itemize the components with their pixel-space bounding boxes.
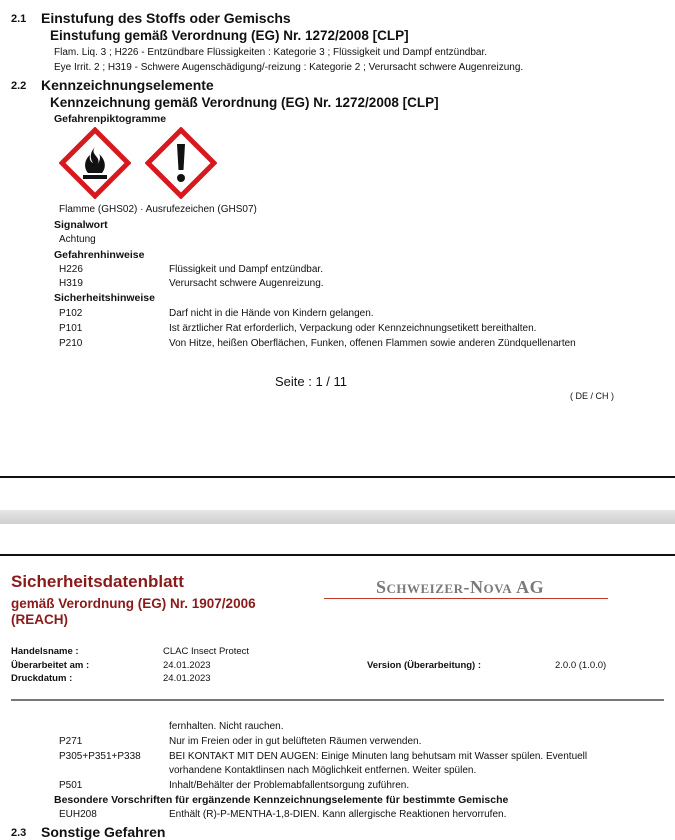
hazard-text: Flüssigkeit und Dampf entzündbar. — [169, 264, 323, 275]
section-number-2-3: 2.3 — [11, 827, 27, 839]
document-title: Sicherheitsdatenblatt — [11, 572, 184, 591]
ghs02-flame-icon — [59, 127, 131, 199]
version-label: Version (Überarbeitung) : — [367, 660, 482, 671]
precaution-code: P501 — [59, 780, 83, 791]
euh-code: EUH208 — [59, 809, 97, 820]
page-gap — [0, 510, 675, 524]
precaution-code: P271 — [59, 736, 83, 747]
trade-name-label: Handelsname : — [11, 646, 79, 657]
labelling-regulation: Kennzeichnung gemäß Verordnung (EG) Nr. 1272/2008 [CLP] — [50, 95, 439, 110]
precaution-text: Nur im Freien oder in gut belüfteten Räumen verwenden. — [169, 736, 422, 747]
classification-regulation: Einstufung gemäß Verordnung (EG) Nr. 1272/2008 [CLP] — [50, 28, 409, 43]
page-number: Seite : 1 / 11 — [275, 374, 348, 389]
revised-value: 24.01.2023 — [163, 660, 211, 671]
pictograms-caption: Flamme (GHS02) · Ausrufezeichen (GHS07) — [59, 204, 257, 215]
document-subtitle-reach: (REACH) — [11, 612, 68, 627]
page-bottom-border — [0, 476, 675, 478]
precaution-text: Von Hitze, heißen Oberflächen, Funken, offenen Flammen sowie anderen Zündquellenarten — [169, 338, 576, 349]
print-date-value: 24.01.2023 — [163, 673, 211, 684]
logo-underline — [324, 598, 608, 599]
euh-text: Enthält (R)-P-MENTHA-1,8-DIEN. Kann allergische Reaktionen hervorrufen. — [169, 809, 507, 820]
signal-word-label: Signalwort — [54, 219, 108, 231]
precaution-text-continued: vorhandene Kontaktlinsen nach Möglichkeit entfernen. Weiter spülen. — [169, 765, 477, 776]
revised-label: Überarbeitet am : — [11, 660, 90, 671]
continued-text: fernhalten. Nicht rauchen. — [169, 721, 284, 732]
hazard-code: H226 — [59, 264, 83, 275]
classification-line-2: Eye Irrit. 2 ; H319 - Schwere Augenschädigung/-reizung : Kategorie 2 ; Verursacht schwere Augenreizung. — [54, 62, 524, 73]
precaution-code: P102 — [59, 308, 83, 319]
section-number-2-1: 2.1 — [11, 13, 27, 25]
section-title-2-3: Sonstige Gefahren — [41, 824, 166, 840]
hazard-code: H319 — [59, 278, 83, 289]
pictograms-label: Gefahrenpiktogramme — [54, 113, 167, 125]
ghs07-exclamation-icon — [145, 127, 217, 199]
print-date-label: Druckdatum : — [11, 673, 73, 684]
hazard-text: Verursacht schwere Augenreizung. — [169, 278, 324, 289]
header-separator — [11, 699, 664, 701]
section-title-2-2: Kennzeichnungselemente — [41, 77, 214, 93]
classification-line-1: Flam. Liq. 3 ; H226 - Entzündbare Flüssigkeiten : Kategorie 3 ; Flüssigkeit und Dampf entzündbar. — [54, 47, 488, 58]
version-value: 2.0.0 (1.0.0) — [555, 660, 607, 671]
section-title-2-1: Einstufung des Stoffs oder Gemischs — [41, 10, 291, 26]
precaution-text: BEI KONTAKT MIT DEN AUGEN: Einige Minuten lang behutsam mit Wasser spülen. Eventuell — [169, 751, 588, 762]
precautionary-statements-label: Sicherheitshinweise — [54, 292, 155, 304]
precaution-text: Inhalt/Behälter der Problemabfallentsorgung zuführen. — [169, 780, 410, 791]
company-logo: Schweizer-Nova AG — [376, 577, 545, 597]
precaution-code: P210 — [59, 338, 83, 349]
special-provisions-label: Besondere Vorschriften für ergänzende Kennzeichnungselemente für bestimmte Gemische — [54, 794, 509, 806]
section-number-2-2: 2.2 — [11, 80, 27, 92]
precaution-code: P101 — [59, 323, 83, 334]
precaution-code: P305+P351+P338 — [59, 751, 141, 762]
precaution-text: Darf nicht in die Hände von Kindern gelangen. — [169, 308, 374, 319]
document-subtitle: gemäß Verordnung (EG) Nr. 1907/2006 — [11, 596, 256, 611]
hazard-statements-label: Gefahrenhinweise — [54, 249, 145, 261]
locale-code: ( DE / CH ) — [570, 391, 614, 401]
precaution-text: Ist ärztlicher Rat erforderlich, Verpackung oder Kennzeichnungsetikett bereithalten. — [169, 323, 537, 334]
signal-word-value: Achtung — [59, 234, 96, 245]
trade-name-value: CLAC Insect Protect — [163, 646, 250, 657]
page-top-border — [0, 554, 675, 556]
